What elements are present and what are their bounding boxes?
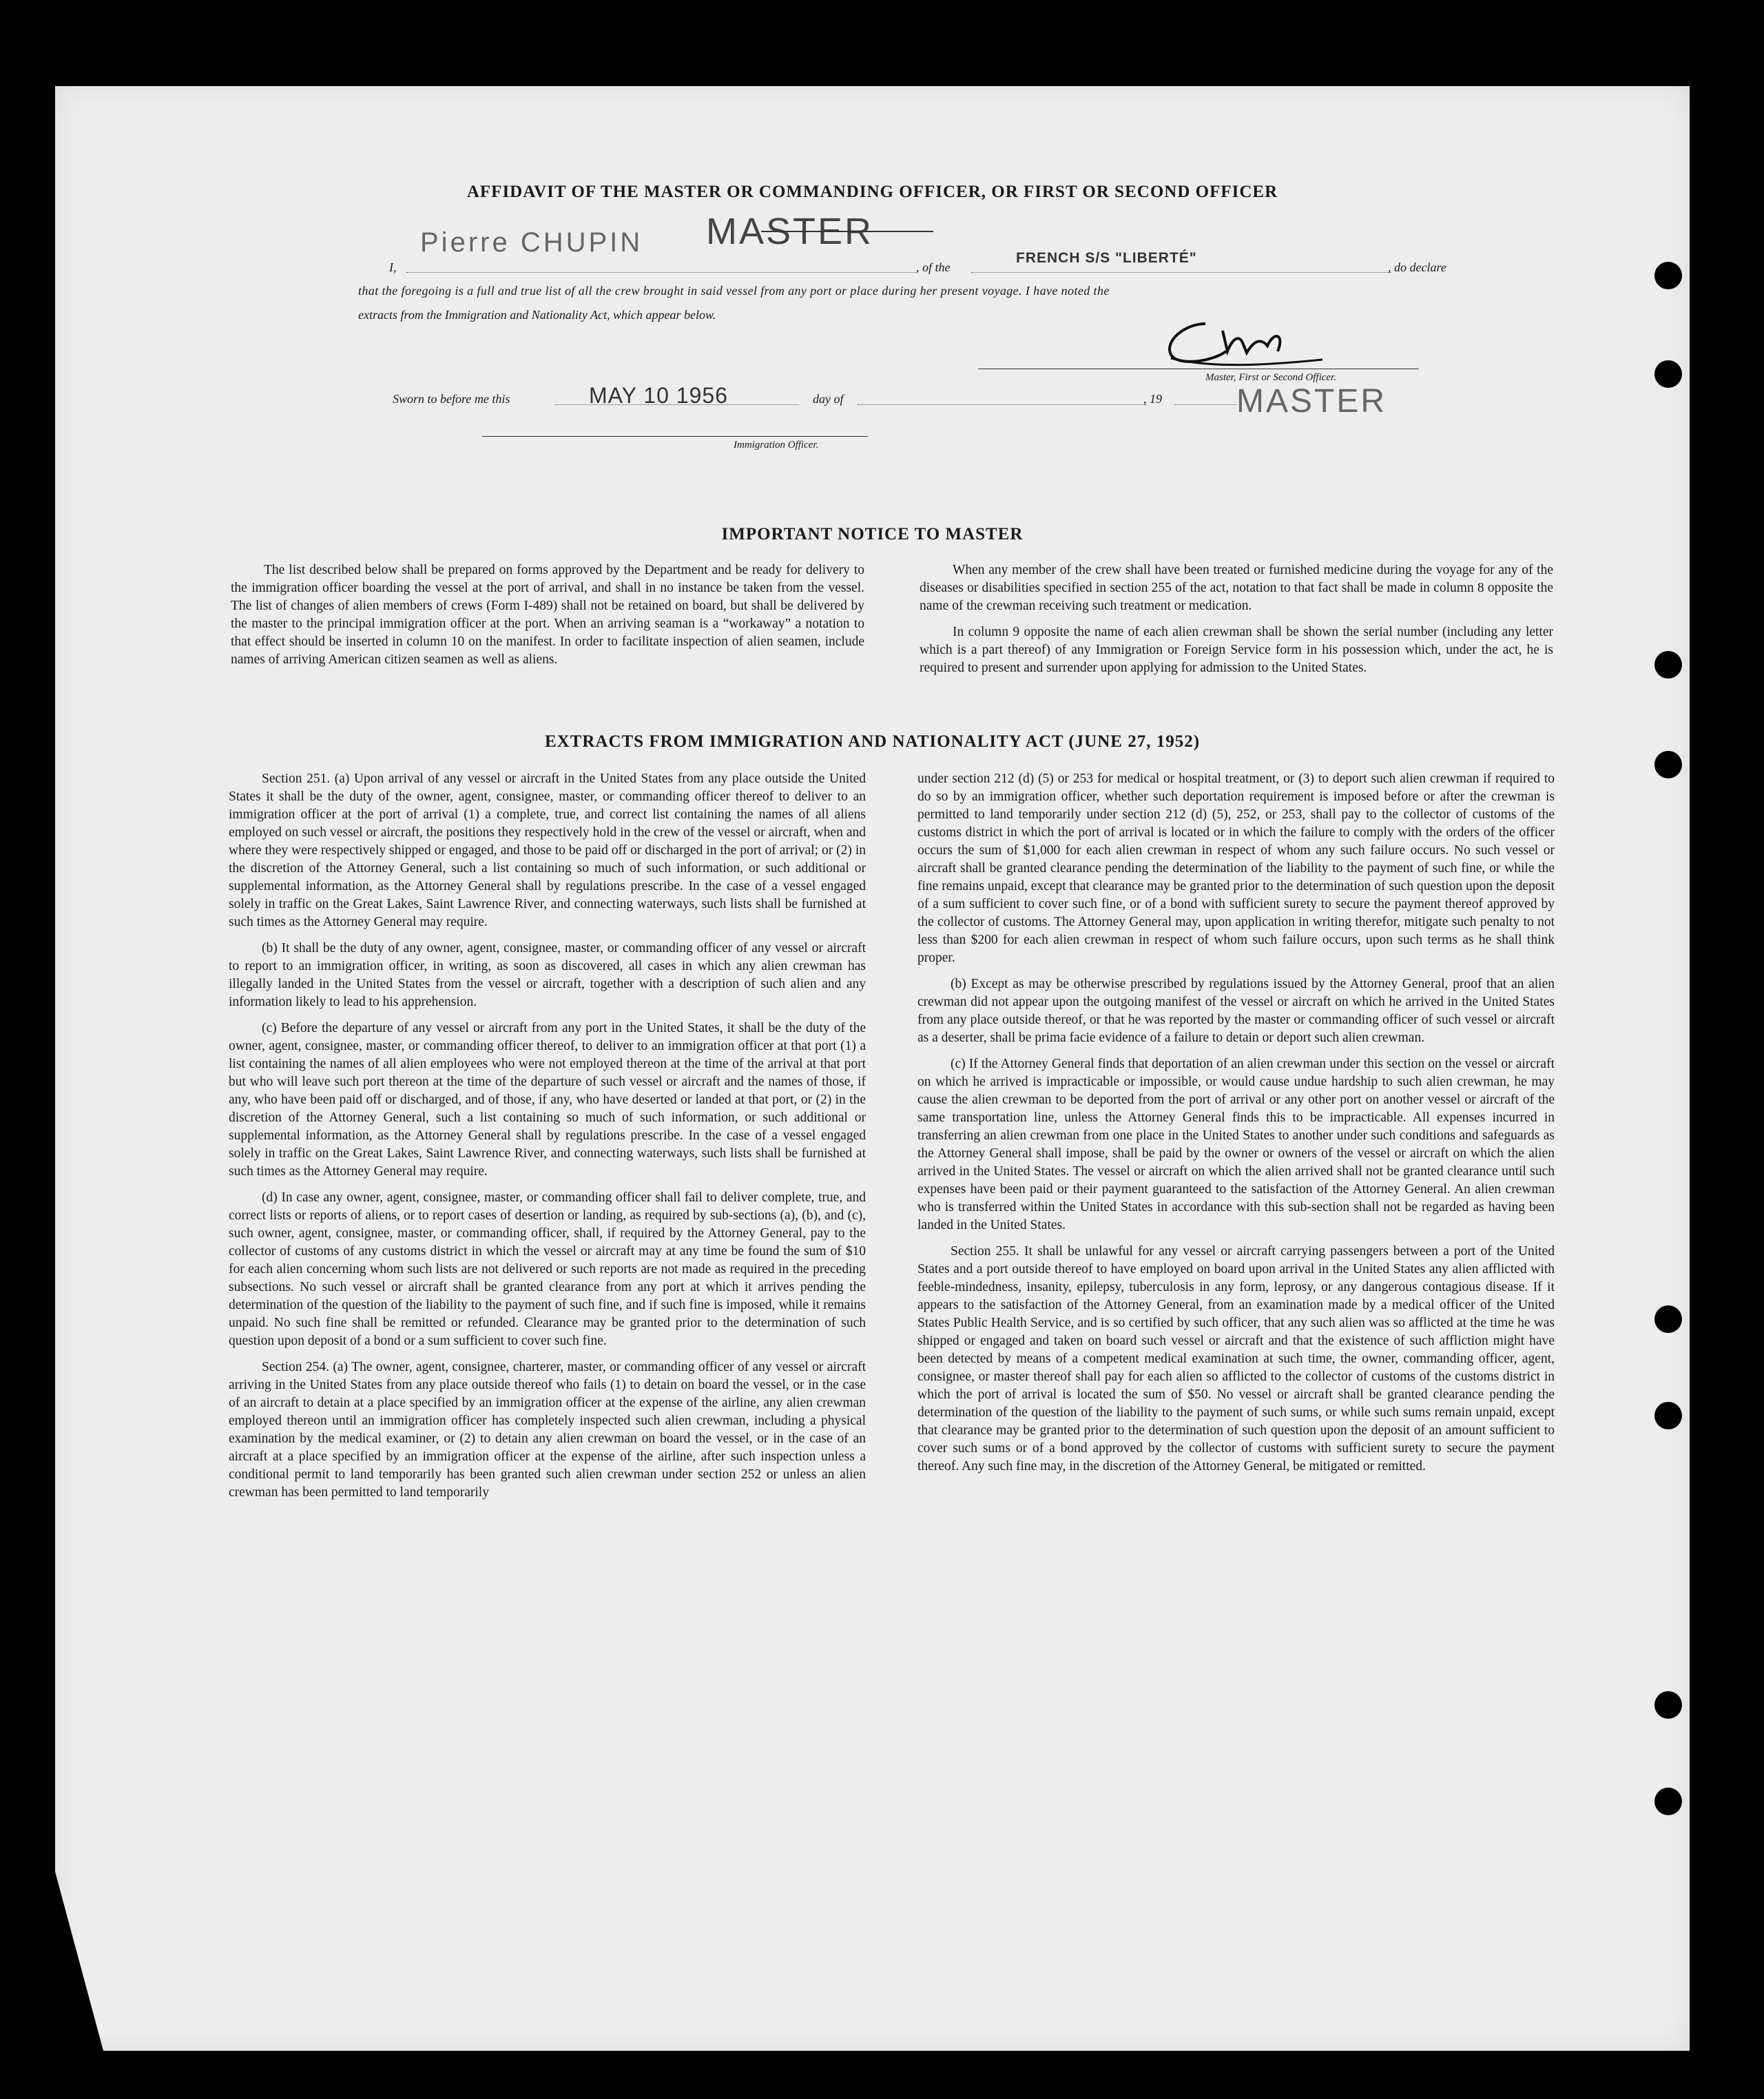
year-prefix: , 19 [1143, 392, 1162, 406]
notice-right-paragraph-2: In column 9 opposite the name of each alien crewman shall be shown the serial number (including any letter which is a part thereof) of any Immigration or Foreign Service form in his possession which, under the act, he is required to present and surrender upon applying for admission to the United States. [920, 625, 1553, 675]
year-fill-line [1174, 404, 1236, 405]
title-underline [761, 231, 933, 232]
month-fill-line [858, 404, 1147, 405]
notice-right-column [920, 561, 1553, 685]
section-251-b: (b) It shall be the duty of any owner, agent, consignee, master, or commanding officer of any vessel or aircraft to report to an immigration officer, in writing, as soon as discovered, all cases in which any alien crewman has illegally landed in the United States from the vessel or aircraft, together with a description of such alien and any information likely to lead to his apprehension. [229, 941, 866, 1009]
section-254-b: (b) Except as may be otherwise prescribed by regulations issued by the Attorney General, proof that an alien crewman did not appear upon the outgoing manifest of the vessel or aircraft on which he arrived in the United States from any place outside thereof, or that he was reported by the master or commanding officer of such vessel or aircraft as a deserter, shall be prima facie evidence of a failure to detain or deport such alien crewman. [917, 977, 1555, 1045]
document-page [55, 86, 1690, 2051]
section-255: Section 255. It shall be unlawful for any vessel or aircraft carrying passengers between a port of the United States and a port outside thereof to have employed on board upon arrival in the United States any alien afflicted with feeble-mindedness, insanity, epilepsy, tuberculosis in any form, leprosy, or any dangerous contagious disease. If it appears to the satisfaction of the Attorney General, from an examination made by a medical officer of the United States Public Health Service, and is so certified by such officer, that any such alien was so afflicted at the time he was shipped or engaged and taken on board such vessel or aircraft and that the existence of such affliction might have been detected by means of a competent medical examination at such time, the owner, commanding officer, agent, consignee, or master thereof shall pay for each alien so afflicted to the collector of customs of the customs district in which the port of arrival is located the sum of $50. No vessel or aircraft shall be granted clearance pending the determination of the question of the liability to the payment of such sums, or while such sums remain unpaid, except that clearance may be granted prior to the determination of such question upon the deposit of an amount sufficient to cover such sums or of a bond approved by the collector of customs with sufficient surety to secure the payment thereof. Any such fine may, in the discretion of the Attorney General, be mitigated or remitted. [917, 1244, 1555, 1474]
declare-label: , do declare [1388, 260, 1446, 274]
notice-right-paragraph-1: When any member of the crew shall have been treated or furnished medicine during the voyage for any of the diseases or disabilities specified in section 255 of the act, notation to that fact shall be made in column 8 opposite the name of the crewman receiving such treatment or medication. [920, 563, 1553, 613]
extracts-left-column [229, 770, 866, 1510]
binder-hole [1654, 1305, 1682, 1333]
affidavit-heading: AFFIDAVIT OF THE MASTER OR COMMANDING OFFICER, OR FIRST OR SECOND OFFICER [466, 183, 1278, 201]
of-the-label: , of the [916, 260, 951, 274]
binder-hole [1654, 1402, 1682, 1429]
statement-line-2: extracts from the Immigration and Nationality Act, which appear below. [358, 308, 716, 322]
binder-hole [1654, 1691, 1682, 1719]
section-254-a: Section 254. (a) The owner, agent, consignee, charterer, master, or commanding officer of any vessel or aircraft arriving in the United States from any place outside thereof who fails (1) to detain on board the vessel, or in the case of an aircraft to detain at a place specified by an immigration officer at the expense of the airline, any alien crewman employed thereon until an immigration officer has completely inspected such alien crewman, including a physical examination by the medical examiner, or (2) to detain any alien crewman on board the vessel, or in the case of an aircraft at a place specified by an immigration officer at the expense of the airline, after such inspection unless a conditional permit to land temporarily has been granted such alien crewman under section 252 or unless an alien crewman has been permitted to land temporarily [229, 1360, 866, 1500]
vessel-stamp: FRENCH S/S "LIBERTÉ" [1016, 250, 1197, 266]
section-254-a-continued: under section 212 (d) (5) or 253 for medical or hospital treatment, or (3) to deport such alien crewman if required to do so by an immigration officer, whether such deportation requirement is imposed before or after the crewman is permitted to land temporarily under section 212 (d) (5), 252, or 253, shall pay to the collector of customs of the customs district in which the port of arrival is located or in which the failure to comply with the orders of the officer occurs the sum of $1,000 for each alien crewman in respect of whom any such failure occurs. No such vessel or aircraft shall be granted clearance pending the determination of the liability to the payment of such fine, or while the fine remains unpaid, except that clearance may be granted prior to the determination of such question upon the deposit of a sum sufficient to cover such fine, or of a bond with sufficient surety to secure the payment thereof approved by the collector of customs. The Attorney General may, upon application in writing therefor, mitigate such penalty to not less than $200 for each alien crewman in respect of whom such failure occurs, upon such terms as he shall think proper. [917, 772, 1555, 965]
notice-left-paragraph: The list described below shall be prepared on forms approved by the Department and be ready for delivery to the immigration officer boarding the vessel at the port of arrival, and shall in no instance be taken from the vessel. The list of changes of alien members of crews (Form I-489) shall not be retained on board, but shall be delivered by the master to the principal immigration officer at the port. When an arriving seaman is a “workaway” a notation to that effect should be inserted in column 10 on the manifest. In order to facilitate inspection of alien seamen, include names of arriving American citizen seamen as well as aliens. [231, 563, 864, 667]
section-251-c: (c) Before the departure of any vessel or aircraft from any port in the United States, it shall be the duty of the owner, agent, consignee, master, or commanding officer thereof, to deliver to an immigration officer at that port (1) a list containing the names of all alien employees who were not employed thereon at the time of the arrival at that port but who will leave such port thereon at the time of the departure of such vessel or aircraft and the names of those, if any, who have been paid off or discharged, and of those, if any, who have deserted or landed at that port, or (2) in the discretion of the Attorney General, such a list containing so much of such information, or such additional or supplemental information, as the Attorney General shall by regulations prescribe. In the case of a vessel engaged solely in traffic on the Great Lakes, Saint Lawrence River, and connecting waterways, such lists shall be furnished at such times as the Attorney General may require. [229, 1021, 866, 1179]
i-label: I, [389, 260, 397, 274]
binder-hole [1654, 1788, 1682, 1815]
binder-hole [1654, 651, 1682, 679]
sworn-date-stamp: MAY 10 1956 [589, 383, 728, 408]
sworn-label: Sworn to before me this [393, 392, 510, 406]
section-251-d: (d) In case any owner, agent, consignee, master, or commanding officer shall fail to deliver complete, true, and correct lists or reports of aliens, or to report cases of desertion or landing, as required by sub-sections (a), (b), and (c), such owner, agent, consignee, master, or commanding officer, shall, if required by the Attorney General, pay to the collector of customs of any customs district in which the vessel or aircraft may at any time be found the sum of $10 for each alien concerning whom such lists are not delivered or such reports are not made as required in the preceding subsections. No such vessel or aircraft shall be granted clearance from any port at which it arrives pending the determination of the question of the liability to the payment of such fine, and if such fine is imposed, while it remains unpaid. No such fine shall be remitted or refunded. Clearance may be granted prior to the determination of such question upon deposit of a bond or a sum sufficient to cover such fine. [229, 1190, 866, 1348]
name-fill-line [406, 272, 916, 273]
binder-hole [1654, 360, 1682, 388]
binder-hole [1654, 262, 1682, 289]
notice-left-column [231, 561, 864, 677]
binder-hole [1654, 751, 1682, 778]
folded-corner [55, 1872, 103, 2051]
extracts-heading: EXTRACTS FROM IMMIGRATION AND NATIONALITY ACT (JUNE 27, 1952) [544, 732, 1201, 751]
officer-line [482, 436, 868, 437]
day-of-label: day of [813, 392, 844, 406]
section-251-a: Section 251. (a) Upon arrival of any vessel or aircraft in the United States from any place outside the United States it shall be the duty of the owner, agent, consignee, master, or commanding officer thereof to deliver to an immigration officer at the port of arrival (1) a complete, true, and correct list containing the names of all aliens employed on such vessel or aircraft, the positions they respectively hold in the crew of the vessel or aircraft, when and where they were respectively shipped or engaged, and those to be paid off or discharged in the port of arrival; or (2) in the discretion of the Attorney General, such a list containing so much of such information, or such additional or supplemental information, as the Attorney General shall by regulations prescribe. In the case of a vessel engaged solely in traffic on the Great Lakes, Saint Lawrence River, and connecting waterways, such lists shall be furnished at such times as the Attorney General may require. [229, 772, 866, 929]
extracts-right-column [917, 770, 1555, 1484]
statement-line-1: that the foregoing is a full and true list of all the crew brought in said vessel from any port or place during her present voyage. I have noted the [358, 284, 1110, 298]
signature-stamp: MASTER [1236, 383, 1387, 420]
notice-heading: IMPORTANT NOTICE TO MASTER [721, 525, 1024, 544]
name-stamp: Pierre CHUPIN [420, 227, 643, 258]
section-254-c: (c) If the Attorney General finds that deportation of an alien crewman under this section on the vessel or aircraft on which he arrived is impracticable or impossible, or would cause undue hardship to such alien crewman, he may cause the alien crewman to be deported from the port of arrival or any other port on another vessel or aircraft of the same transportation line, unless the Attorney General finds this to be impracticable. All expenses incurred in transferring an alien crewman from one place in the United States to another under such conditions and safeguards as the Attorney General shall impose, shall be paid by the owner or owners of the vessel or aircraft on which the alien arrived in the United States. The vessel or aircraft on which the alien arrived shall not be granted clearance until such expenses have been paid or their payment guaranteed to the satisfaction of the Attorney General. An alien crewman who is transferred within the United States in accordance with this sub-section shall not be regarded as having been landed in the United States. [917, 1057, 1555, 1232]
officer-caption: Immigration Officer. [734, 440, 819, 451]
title-stamp: MASTER [706, 211, 874, 252]
master-signature [1157, 303, 1336, 379]
signature-caption: Master, First or Second Officer. [1205, 372, 1336, 383]
vessel-fill-line [971, 272, 1391, 273]
